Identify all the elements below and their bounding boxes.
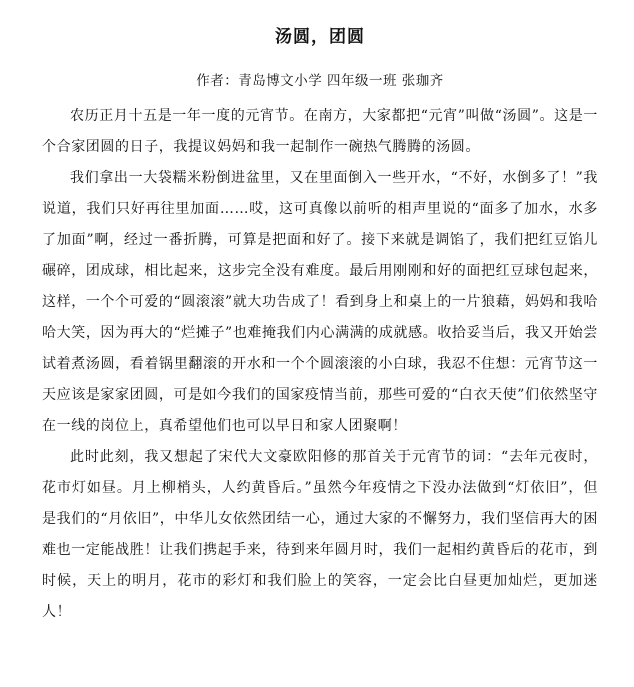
paragraph-1: 农历正月十五是一年一度的元宵节。在南方，大家都把“元宵”叫做“汤圆”。这是一个合家团圆的日子，我提议妈妈和我一起制作一碗热气腾腾的汤圆。 [42,108,598,155]
paragraph-2: 我们拿出一大袋糯米粉倒进盆里，又在里面倒入一些开水，“不好，水倒多了！”我说道，我们只好再往里加面……哎，这可真像以前听的相声里说的“面多了加水，水多了加面”啊，经过一番折腾，可算是把面和好了。接下来就是调馅了，我们把红豆馅儿碾碎，团成球，相比起来，这步完全没有难度。最后用刚刚和好的面把红豆球包起来，这样，一个个可爱的“圆滚滚”就大功告成了！看到身上和桌上的一片狼藉，妈妈和我哈哈大笑，因为再大的“烂摊子”也难掩我们内心满满的成就感。收拾妥当后，我又开始尝试着煮汤圆，看着锅里翻滚的开水和一个个圆滚滚的小白球，我忍不住想：元宵节这一天应该是家家团圆，可是如今我们的国家疫情当前，那些可爱的“白衣天使”们依然坚守在一线的岗位上，真希望他们也可以早日和家人团聚啊！ [42,170,598,434]
paragraph-3: 此时此刻，我又想起了宋代大文豪欧阳修的那首关于元宵节的词：“去年元夜时，花市灯如昼。月上柳梢头，人约黄昏后。”虽然今年疫情之下没办法做到“灯依旧”，但是我们的“月依旧”，中华儿女依然团结一心，通过大家的不懈努力，我们坚信再大的困难也一定能战胜！让我们携起手来，待到来年圆月时，我们一起相约黄昏后的花市，到时候，天上的明月，花市的彩灯和我们脸上的笑容，一定会比白昼更加灿烂，更加迷人！ [42,449,598,620]
author-line: 作者：青岛博文小学 四年级一班 张珈齐 [196,73,444,89]
essay-title: 汤圆，团圆 [275,27,365,47]
